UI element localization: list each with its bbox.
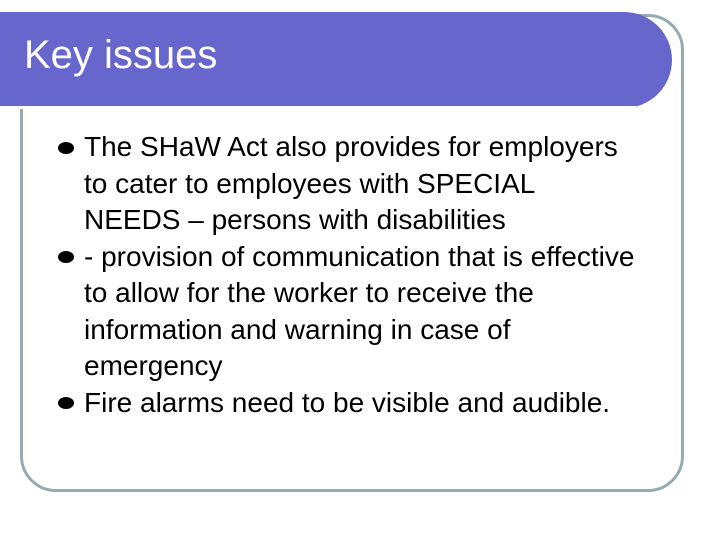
bullet-list bbox=[58, 129, 638, 421]
bullet-dot-icon bbox=[58, 397, 74, 409]
title-underline bbox=[0, 106, 636, 109]
bullet-item bbox=[58, 239, 638, 385]
slide-title: Key issues bbox=[24, 33, 218, 77]
bullet-text: The SHaW Act also provides for employers to cater to employees with SPECIAL NEEDS – persons with disabilities bbox=[84, 131, 618, 235]
bullet-text: Fire alarms need to be visible and audible. bbox=[84, 386, 611, 418]
bullet-dot-icon bbox=[58, 142, 74, 154]
bullet-item bbox=[58, 129, 638, 239]
bullet-text: - provision of communication that is effective to allow for the worker to receive the information and warning in case of emergency bbox=[84, 240, 635, 381]
bullet-item bbox=[58, 385, 638, 422]
bullet-dot-icon bbox=[58, 251, 74, 263]
